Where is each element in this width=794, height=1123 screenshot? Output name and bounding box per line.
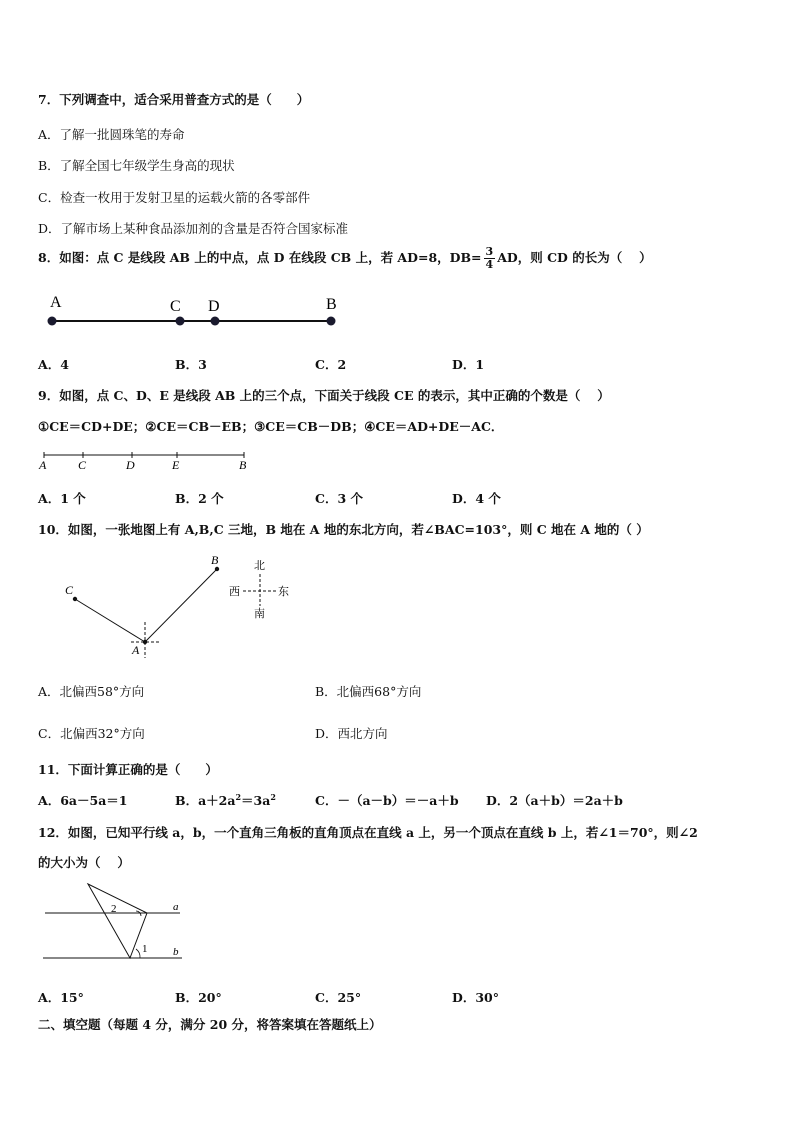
q7-option-b: B．了解全国七年级学生身高的现状 xyxy=(38,158,235,173)
q12-stem-line1: 12．如图，已知平行线 a，b，一个直角三角板的直角顶点在直线 a 上，另一个顶点在直线 b 上，若∠1＝70°，则∠2 xyxy=(38,825,698,840)
q11-stem: 11．下面计算正确的是（ ） xyxy=(38,762,218,777)
q10-compass-south: 南 xyxy=(254,608,265,620)
q8-fraction xyxy=(484,246,496,271)
q8-point-b xyxy=(327,317,336,326)
q8-point-a xyxy=(48,317,57,326)
q7-option-a: A．了解一批圆珠笔的寿命 xyxy=(38,127,185,142)
q8-option-b: B．3 xyxy=(175,357,207,372)
q10-figure xyxy=(55,550,305,662)
q11-option-c: C．－（a－b）＝－a＋b xyxy=(315,793,459,808)
q9-label-c: C xyxy=(78,458,87,472)
q11-option-b-exp1: 2 xyxy=(235,791,242,802)
q12-angle-1-arc xyxy=(136,949,140,958)
q11-option-b-exp2: 2 xyxy=(270,791,276,802)
q9-option-d: D．4 个 xyxy=(452,491,501,506)
q12-figure xyxy=(40,880,190,965)
section-2-heading: 二、填空题（每题 4 分，满分 20 分，将答案填在答题纸上） xyxy=(38,1017,382,1032)
q9-label-b: B xyxy=(239,458,247,472)
q9-figure xyxy=(36,447,256,473)
q8-point-c xyxy=(176,317,185,326)
q8-option-d: D．1 xyxy=(452,357,485,372)
q10-option-d: D．西北方向 xyxy=(315,726,388,741)
q8-stem xyxy=(38,246,652,271)
q9-statements: ①CE＝CD+DE；②CE＝CB－EB；③CE＝CB－DB；④CE＝AD+DE－AC． xyxy=(38,419,504,434)
q8-option-a: A．4 xyxy=(38,357,69,372)
q9-label-a: A xyxy=(39,458,47,472)
q12-option-d: D．30° xyxy=(452,990,499,1005)
q12-option-b: B．20° xyxy=(175,990,222,1005)
q10-label-a: A xyxy=(132,643,140,657)
q10-compass-east: 东 xyxy=(278,586,289,598)
q11-option-b-pre: B．a＋2a xyxy=(175,793,236,808)
q12-option-a: A．15° xyxy=(38,990,84,1005)
q10-compass-north: 北 xyxy=(254,560,265,572)
q12-label-b: b xyxy=(173,946,179,958)
q11-option-d: D．2（a＋b）＝2a＋b xyxy=(486,793,623,808)
q10-ray-ac xyxy=(75,599,145,642)
q10-compass-west: 西 xyxy=(229,586,240,598)
q9-label-d: D xyxy=(126,458,135,472)
q10-point-a xyxy=(143,640,147,644)
q10-point-c xyxy=(73,597,77,601)
q10-option-c: C．北偏西32°方向 xyxy=(38,726,145,741)
q8-figure xyxy=(40,290,350,335)
q10-ray-ab xyxy=(145,569,217,642)
q12-label-2: 2 xyxy=(111,903,117,915)
q9-option-b: B．2 个 xyxy=(175,491,224,506)
q10-option-a: A．北偏西58°方向 xyxy=(38,684,145,699)
q8-stem-before: 8．如图：点 C 是线段 AB 上的中点，点 D 在线段 CB 上，若 AD=8，DB= xyxy=(38,250,482,265)
q8-frac-num: 3 xyxy=(485,245,494,258)
q8-point-d xyxy=(211,317,220,326)
q9-label-e: E xyxy=(172,458,180,472)
q8-label-b: B xyxy=(326,296,337,313)
q8-stem-after: AD，则 CD 的长为（ ） xyxy=(497,250,652,265)
q11-option-a: A．6a－5a＝1 xyxy=(38,793,128,808)
q10-option-b: B．北偏西68°方向 xyxy=(315,684,422,699)
q9-stem: 9．如图，点 C、D、E 是线段 AB 上的三个点，下面关于线段 CE 的表示，其中正确的个数是（ ） xyxy=(38,388,610,403)
q12-stem-line2: 的大小为（ ） xyxy=(38,855,130,870)
q11-option-b-mid: ＝3a xyxy=(241,793,271,808)
q7-stem: 7．下列调查中，适合采用普查方式的是（ ） xyxy=(38,92,310,107)
q9-option-c: C．3 个 xyxy=(315,491,363,506)
q10-label-b: B xyxy=(211,553,219,567)
q12-option-c: C．25° xyxy=(315,990,362,1005)
q8-label-d: D xyxy=(208,298,220,315)
q12-triangle xyxy=(88,884,147,958)
q9-option-a: A．1 个 xyxy=(38,491,86,506)
q8-label-a: A xyxy=(50,294,62,311)
q8-frac-den: 4 xyxy=(485,258,494,271)
q8-option-c: C．2 xyxy=(315,357,347,372)
q7-option-c: C．检查一枚用于发射卫星的运载火箭的各零部件 xyxy=(38,190,311,205)
q11-option-b xyxy=(175,791,276,809)
q12-label-1: 1 xyxy=(142,943,148,955)
q10-point-b xyxy=(215,567,219,571)
q10-stem: 10．如图，一张地图上有 A,B,C 三地，B 地在 A 地的东北方向，若∠BAC=103°，则 C 地在 A 地的（ ） xyxy=(38,522,649,537)
q12-label-a: a xyxy=(173,901,179,913)
q10-label-c: C xyxy=(65,583,74,597)
q7-option-d: D．了解市场上某种食品添加剂的含量是否符合国家标准 xyxy=(38,221,349,236)
q8-label-c: C xyxy=(170,298,181,315)
